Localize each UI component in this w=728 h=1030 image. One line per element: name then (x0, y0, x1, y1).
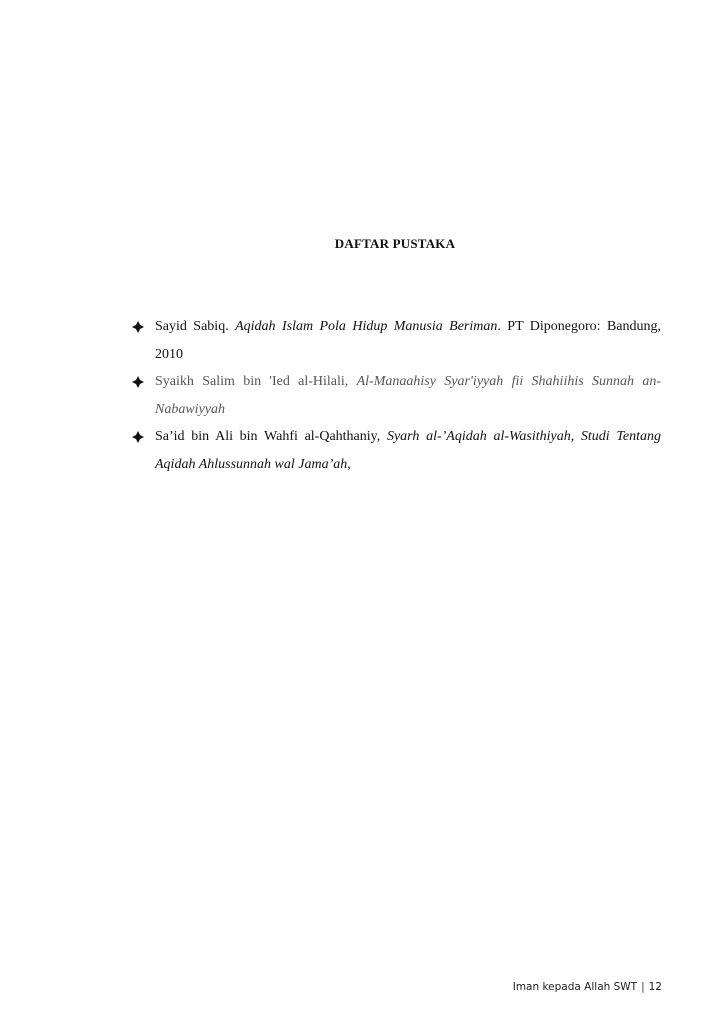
page-footer (513, 981, 662, 993)
reference-separator: , (570, 429, 581, 444)
reference-title: Aqidah Islam Pola Hidup Manusia Beriman (235, 319, 498, 334)
reference-author: Sayid Sabiq. (155, 319, 236, 334)
reference-list (131, 313, 661, 478)
reference-item (131, 423, 661, 478)
footer-title: Iman kepada Allah SWT (512, 981, 638, 993)
reference-publisher: . PT Diponegoro: Bandung, 2010 (155, 319, 662, 362)
reference-title: Al-Manaahisy Syar'iyyah fii Shahiihis Sunnah an-Nabawiyyah (155, 374, 661, 417)
reference-author: Syaikh Salim bin 'Ied al-Hilali, (155, 374, 357, 389)
reference-title-secondary: Studi Tentang Aqidah Ahlussunnah wal Jama’ah (155, 429, 662, 472)
reference-author: Sa’id bin Ali bin Wahfi al-Qahthaniy, (155, 429, 387, 444)
page-title: DAFTAR PUSTAKA (334, 236, 456, 251)
diamond-bullet-icon (131, 313, 145, 341)
diamond-bullet-icon (131, 368, 145, 396)
page-number: 12 (648, 981, 662, 993)
reference-item (131, 368, 661, 423)
reference-title: Syarh al-’Aqidah al-Wasithiyah (386, 429, 571, 444)
diamond-bullet-icon (131, 423, 145, 451)
reference-item (131, 313, 661, 368)
reference-trailing: , (347, 456, 351, 472)
footer-separator: | (641, 981, 645, 993)
